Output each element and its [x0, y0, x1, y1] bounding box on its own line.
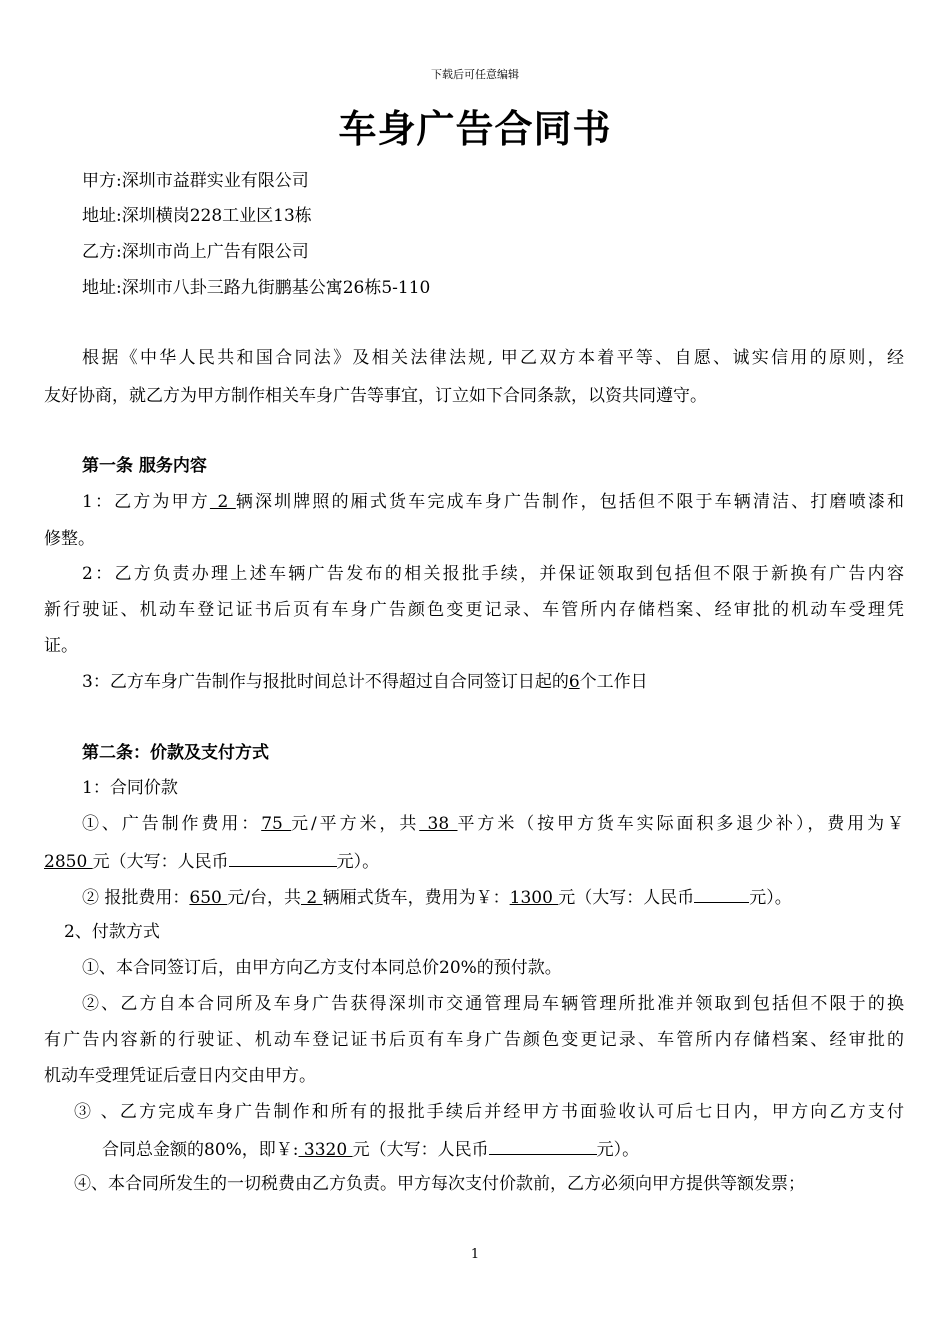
- article2-heading: 第二条：价款及支付方式: [82, 743, 269, 763]
- closing-text: 元）。: [749, 888, 792, 908]
- working-days: 6: [568, 672, 580, 692]
- payment-item-1: ①、本合同签订后，由甲方向乙方支付本同总价20%的预付款。: [82, 958, 562, 978]
- production-fee-label: ①、广告制作费用：: [82, 814, 262, 834]
- contract-price-subheading: 1：合同价款: [82, 778, 178, 798]
- article1-heading: 第一条 服务内容: [82, 456, 207, 476]
- header-note: 下载后可任意编辑: [431, 68, 519, 81]
- item1-prefix: 1：乙方为甲方: [82, 492, 210, 512]
- price-per-sqm: 75: [261, 814, 292, 834]
- payment-item-2-line3: 机动车受理凭证后壹日内交由甲方。: [44, 1066, 316, 1086]
- address-a: 地址:深圳横岗228工业区13栋: [82, 206, 312, 226]
- area-sqm: 38: [419, 814, 458, 834]
- capital-label: 元（大写：人民币: [558, 888, 695, 908]
- closing-text: 元）。: [336, 852, 380, 872]
- item3-suffix: 个工作日: [579, 672, 648, 692]
- party-b: 乙方:深圳市尚上广告有限公司: [82, 242, 309, 262]
- fee-note: 平方米（按甲方货车实际面积多退少补），费用为￥: [457, 814, 904, 834]
- page-number: 1: [470, 1247, 480, 1262]
- article1-item2-line3: 证。: [44, 636, 78, 656]
- party-a: 甲方:深圳市益群实业有限公司: [82, 171, 309, 191]
- fee-note: 辆厢式货车，费用为￥：: [322, 888, 510, 908]
- article1-item2-line2: 新行驶证、机动车登记证书后页有车身广告颜色变更记录、车管所内存储档案、经审批的机动车受理凭: [44, 600, 904, 620]
- production-fee-line: [82, 812, 904, 836]
- payment-item-3-line1: ③ 、乙方完成车身广告制作和所有的报批手续后并经甲方书面验收认可后七日内，甲方向乙方支付: [74, 1102, 904, 1122]
- approval-fee-total: 1300: [509, 888, 559, 908]
- production-fee-total-line: [44, 848, 908, 874]
- final-payment-amount: 3320: [298, 1140, 353, 1160]
- article1-item3: [82, 670, 946, 694]
- truck-count: 2: [301, 888, 323, 908]
- document-title: 车身广告合同书: [338, 106, 612, 151]
- approval-fee-label: ② 报批费用：: [82, 888, 190, 908]
- address-b: 地址:深圳市八卦三路九街鹏基公寓26栋5-110: [82, 278, 431, 298]
- capital-amount-blank: [694, 884, 749, 903]
- item3-prefix: 3：乙方车身广告制作与报批时间总计不得超过自合同签订日起的: [82, 672, 569, 692]
- payment-method-subheading: 2、付款方式: [64, 922, 160, 942]
- payment-item-3-line2: [102, 1136, 950, 1162]
- closing-text: 元）。: [596, 1140, 640, 1160]
- production-fee-total: 2850: [44, 852, 93, 872]
- capital-label: 元（大写：人民币: [92, 852, 229, 872]
- article1-item2-line1: 2：乙方负责办理上述车辆广告发布的相关报批手续，并保证领取到包括但不限于新换有广告内容: [82, 564, 904, 584]
- payment-item-4: ④、本合同所发生的一切税费由乙方负责。甲方每次支付价款前，乙方必须向甲方提供等额发票；: [74, 1174, 805, 1194]
- article1-item1-line2: 修整。: [44, 529, 95, 549]
- payment-item-2-line2: 有广告内容新的行驶证、机动车登记证书后页有车身广告颜色变更记录、车管所内存储档案、经审批的: [44, 1030, 904, 1050]
- capital-label: 元（大写：人民币: [352, 1140, 489, 1160]
- vehicle-count: 2: [209, 492, 236, 512]
- final-payment-label: 合同总金额的80%，即￥:: [102, 1140, 299, 1160]
- article1-item1: [82, 490, 904, 514]
- preamble-line-2: 友好协商，就乙方为甲方制作相关车身广告等事宜，订立如下合同条款，以资共同遵守。: [44, 386, 707, 406]
- approval-fee-line: [82, 884, 946, 910]
- item1-suffix: 辆深圳牌照的厢式货车完成车身广告制作，包括但不限于车辆清洁、打磨喷漆和: [235, 492, 905, 512]
- capital-amount-blank: [489, 1136, 597, 1155]
- capital-amount-blank: [229, 848, 337, 867]
- preamble-line-1: 根据《中华人民共和国合同法》及相关法律法规, 甲乙双方本着平等、自愿、诚实信用的原则，经: [82, 348, 904, 368]
- payment-item-2-line1: ②、乙方自本合同所及车身广告获得深圳市交通管理局车辆管理所批准并领取到包括但不限于的换: [82, 994, 904, 1014]
- approval-price: 650: [189, 888, 228, 908]
- unit-text: 元/台，共: [227, 888, 301, 908]
- unit-text: 元/平方米，共: [291, 814, 420, 834]
